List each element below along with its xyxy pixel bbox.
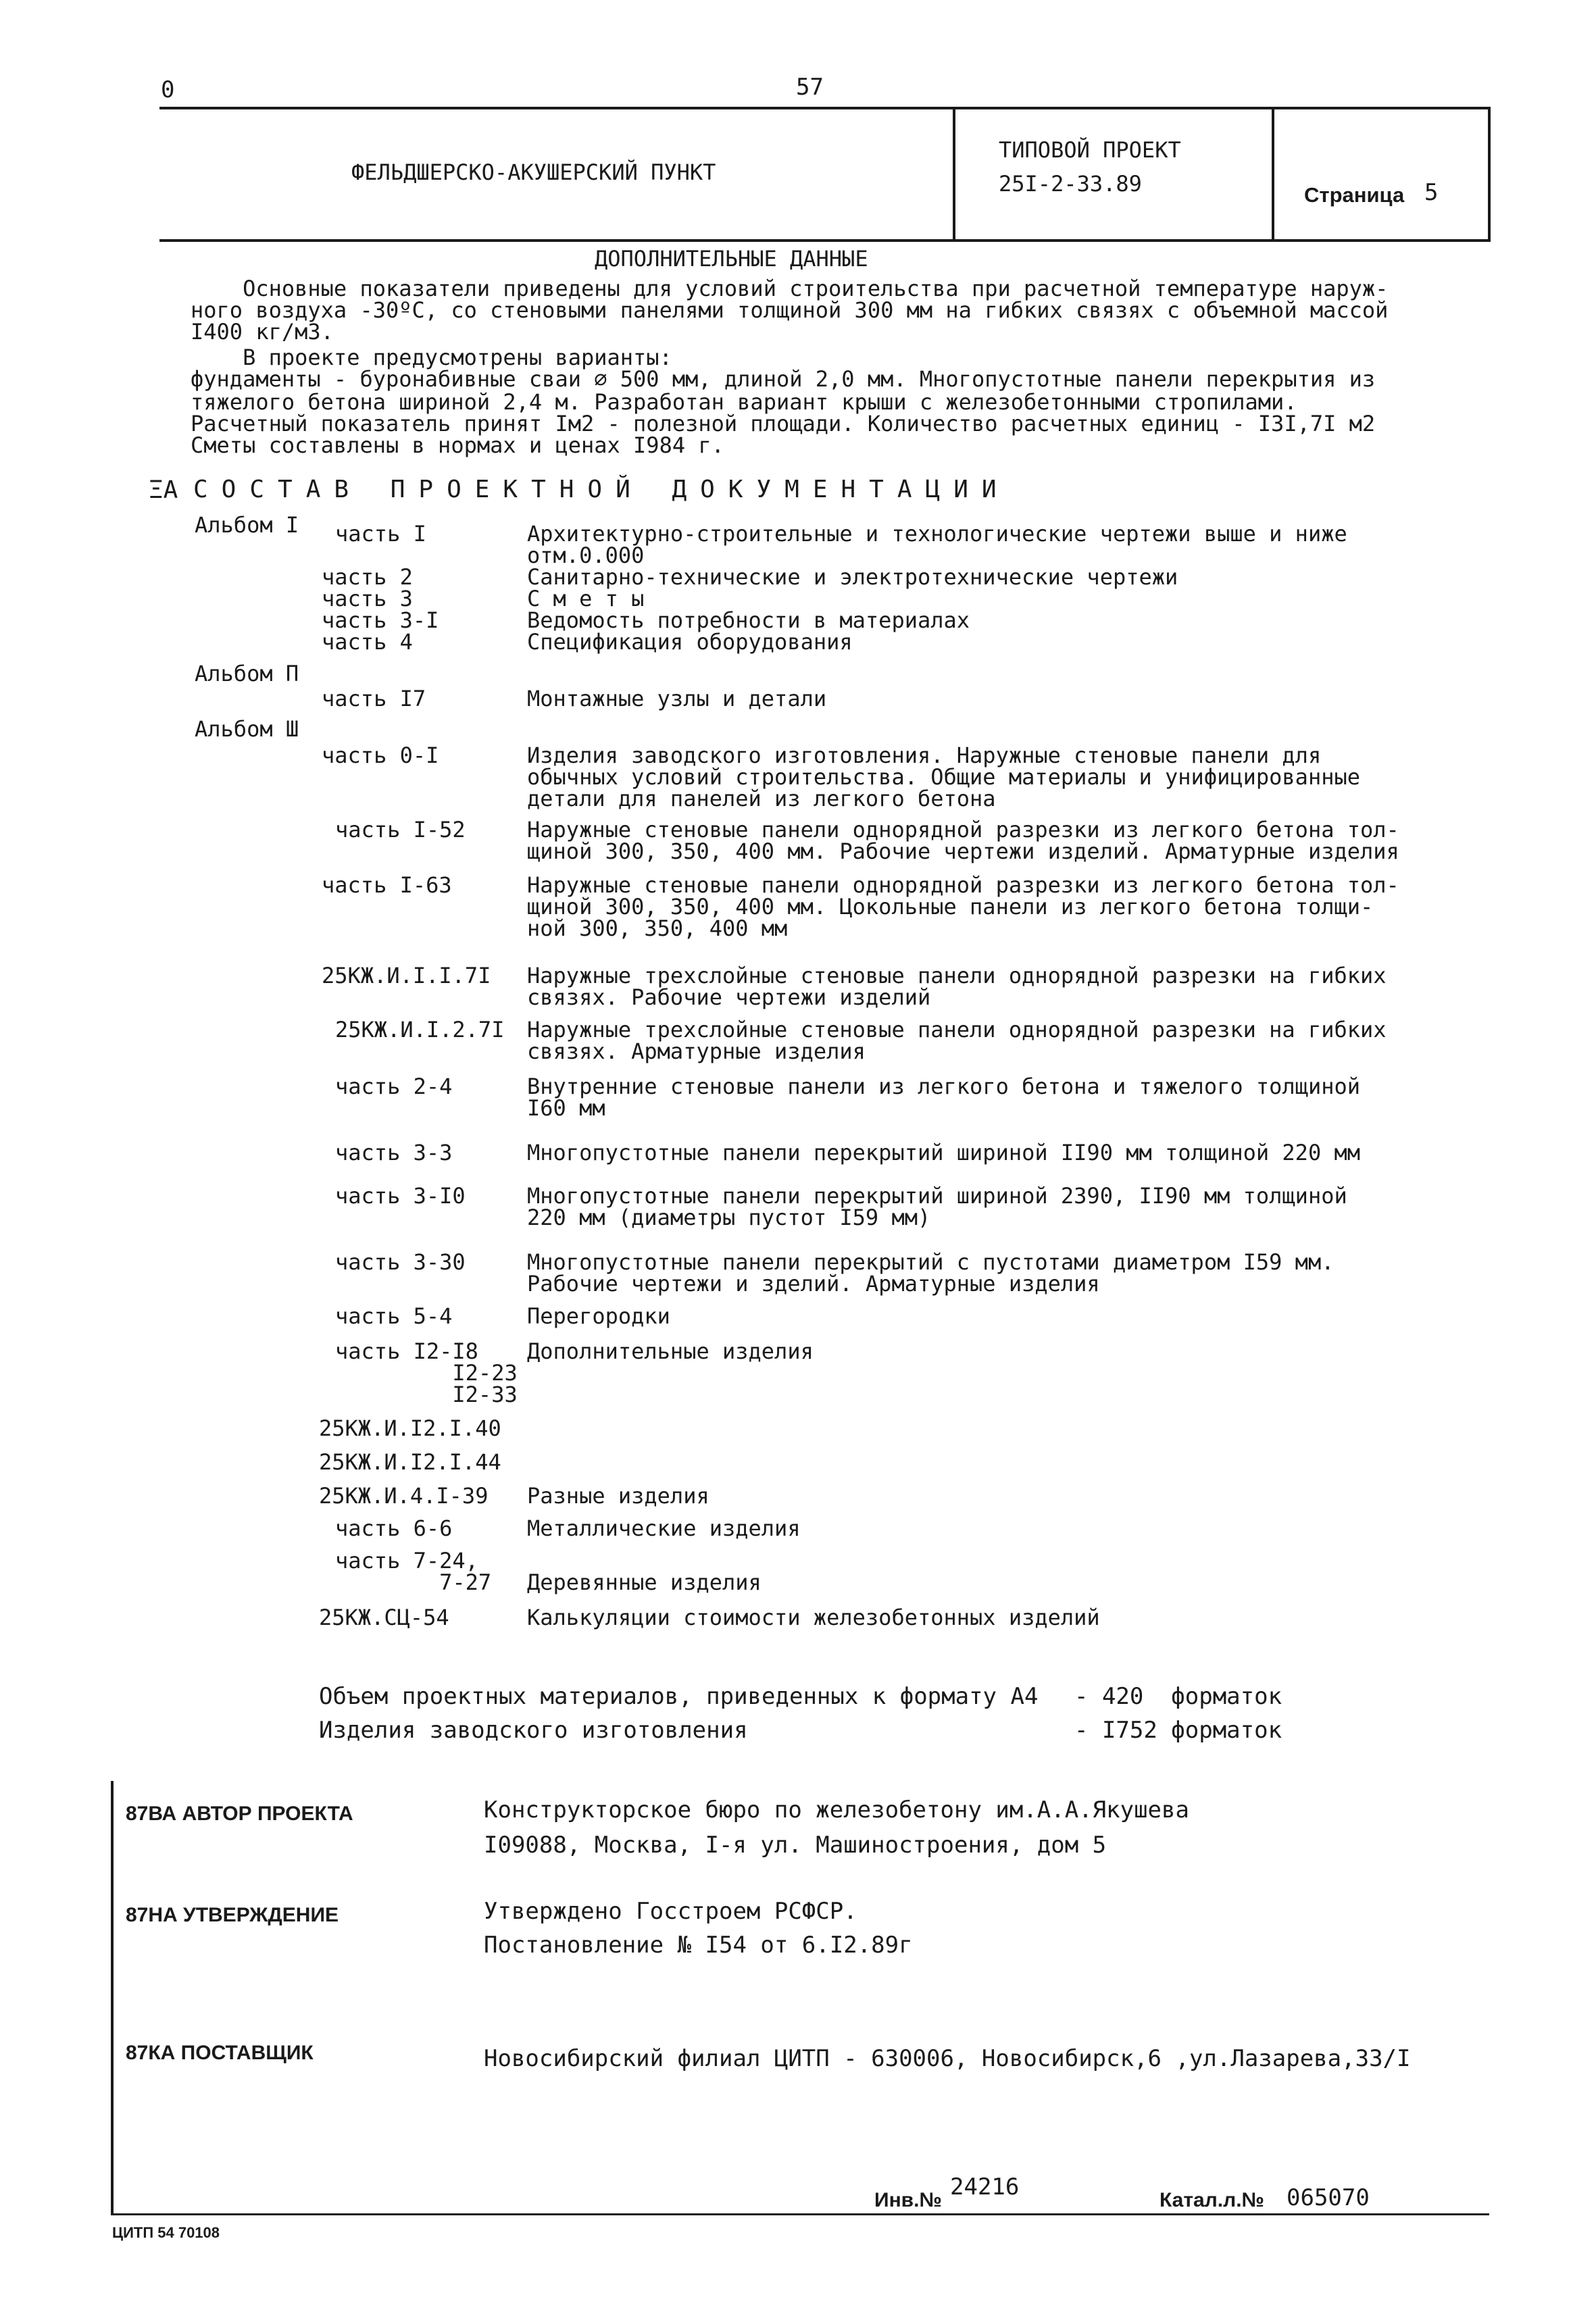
header-divider-2 [1272,107,1274,242]
part-description: Наружные стеновые панели однорядной разрезки из легкого бетона тол- щиной 300, 350, 400 мм. Рабочие чертежи изделий. Арматурные изделия [527,817,1399,864]
part-description: Внутренние стеновые панели из легкого бетона и тяжелого толщиной I60 мм [527,1074,1360,1121]
part-code: часть I-52 [335,817,466,842]
approval-code: 87НА УТВЕРЖДЕНИЕ [126,1904,339,1926]
part-code: 25КЖ.И.4.I-39 [319,1483,489,1509]
header-divider-1 [953,107,955,242]
part-code: 25КЖ.И.I.2.7I [335,1017,505,1042]
additional-line: Расчетный показатель принят Iм2 - полезной площади. Количество расчетных единиц - I3I,7I м2 [191,411,1376,436]
part-code: часть 2 [322,564,413,590]
inventory-label: Инв.№ [874,2189,942,2211]
page-value: 5 [1424,179,1439,206]
part-code: часть 3-30 [335,1249,466,1275]
composition-heading: СОСТАВ ПРОЕКТНОЙ ДОКУМЕНТАЦИИ [193,476,1010,503]
author-line-1: Конструкторское бюро по железобетону им.А.А.Якушева [484,1796,1189,1823]
additional-line: В проекте предусмотрены варианты: [191,345,672,370]
part-description: Санитарно-технические и электротехнические чертежи [527,564,1178,590]
part-description: Монтажные узлы и детали [527,686,827,711]
volume-value-1: - 420 форматок [1074,1683,1282,1710]
additional-line: I400 кг/м3. [191,319,334,345]
part-code: часть 5-4 [335,1303,453,1329]
part-description: Многопустотные панели перекрытий с пустотами диаметром I59 мм. Рабочие чертежи и зделий. Арматурные изделия [527,1249,1335,1297]
print-code: ЦИТП 54 70108 [112,2224,220,2241]
part-description: Наружные трехслойные стеновые панели однорядной разрезки на гибких связях. Рабочие чертежи изделий [527,963,1387,1010]
author-line-2: I09088, Москва, I-я ул. Машиностроения, дом 5 [484,1832,1107,1859]
part-code: часть I [335,521,426,547]
volume-label-2: Изделия заводского изготовления [319,1717,748,1744]
additional-line: Основные показатели приведены для условий строительства при расчетной температуре наруж- [191,276,1389,301]
part-code: 25КЖ.И.I2.I.40 [319,1415,501,1441]
album-1-label: Альбом I [195,512,299,538]
document-title: ФЕЛЬДШЕРСКО-АКУШЕРСКИЙ ПУНКТ [351,159,716,185]
part-code: 25КЖ.И.I2.I.44 [319,1449,501,1475]
part-code: часть I7 [322,686,426,711]
part-description: Многопустотные панели перекрытий шириной II90 мм толщиной 220 мм [527,1140,1360,1165]
author-code: 87ВА АВТОР ПРОЕКТА [126,1803,353,1825]
additional-heading: ДОПОЛНИТЕЛЬНЫЕ ДАННЫЕ [595,246,868,272]
part-code: часть 3 [322,586,413,611]
part-code: часть 3-I [322,607,439,633]
supplier-line: Новосибирский филиал ЦИТП - 630006, Новосибирск,6 ,ул.Лазарева,33/I [484,2045,1411,2072]
part-code: часть I-63 [322,872,452,898]
part-code: часть 0-I [322,743,439,768]
part-description: Архитектурно-строительные и технологические чертежи выше и ниже отм.0.000 [527,521,1347,568]
part-description: Перегородки [527,1303,670,1329]
album-2-label: Альбом П [195,661,299,686]
part-code: часть 7-24, 7-27 [335,1548,492,1595]
part-description: Дополнительные изделия [527,1338,814,1364]
inventory-value: 24216 [950,2173,1020,2200]
part-code: часть 6-6 [335,1515,453,1541]
part-description: Калькуляции стоимости железобетонных изделий [527,1605,1100,1630]
part-code: часть 4 [322,629,413,655]
approval-line-2: Постановление № I54 от 6.I2.89г [484,1932,913,1959]
album-3-label: Альбом Ш [195,716,299,742]
header-right-border [1488,107,1491,242]
additional-line: Сметы составлены в нормах и ценах I984 г. [191,432,724,458]
part-description: Деревянные изделия [527,1569,762,1595]
part-description: Наружные трехслойные стеновые панели однорядной разрезки на гибких связях. Арматурные изделия [527,1017,1387,1064]
additional-line: ного воздуха -30ºС, со стеновыми панелями толщиной 300 мм на гибких связях с объемной массой [191,297,1389,323]
header-bottom-rule [159,239,1491,242]
catalog-value: 065070 [1287,2184,1370,2211]
header-top-rule [159,107,1491,109]
page-number: 57 [796,74,824,101]
part-description: Многопустотные панели перекрытий шириной 2390, II90 мм толщиной 220 мм (диаметры пустот I59 мм) [527,1183,1347,1230]
part-description: Наружные стеновые панели однорядной разрезки из легкого бетона тол- щиной 300, 350, 400 мм. Цокольные панели из легкого бетона толщи- ной 300, 350, 400 мм [527,872,1399,941]
project-label: ТИПОВОЙ ПРОЕКТ [999,137,1181,163]
footer-left-rule [111,1781,114,2213]
part-code: часть 3-3 [335,1140,453,1165]
part-code: часть 3-I0 [335,1183,466,1209]
part-description: Спецификация оборудования [527,629,853,655]
part-description: Изделия заводского изготовления. Наружные стеновые панели для обычных условий строительства. Общие материалы и унифицированные детали для панелей из легкого бетона [527,743,1360,811]
additional-line: тяжелого бетона шириной 2,4 м. Разработан вариант крыши с железобетонными стропилами. [191,389,1297,415]
volume-value-2: - I752 форматок [1074,1717,1282,1744]
part-description: Ведомость потребности в материалах [527,607,970,633]
approval-line-1: Утверждено Госстроем РСФСР. [484,1898,857,1925]
additional-line: фундаменты - буронабивные сваи ∅ 500 мм, длиной 2,0 мм. Многопустотные панели перекрытия из [191,366,1376,392]
page-label: Страница [1304,183,1405,207]
footer-bottom-rule [111,2213,1489,2215]
part-code: часть I2-I8 I2-23 I2-33 [335,1338,518,1407]
part-description: С м е т ы [527,586,645,611]
part-description: Металлические изделия [527,1515,801,1541]
part-code: 25КЖ.И.I.I.7I [322,963,491,988]
project-code: 25I-2-33.89 [999,171,1142,197]
composition-marker: ΞА [149,476,178,504]
volume-label-1: Объем проектных материалов, приведенных к формату А4 [319,1683,1039,1710]
part-code: 25КЖ.СЦ-54 [319,1605,449,1630]
part-description: Разные изделия [527,1483,709,1509]
supplier-code: 87КА ПОСТАВЩИК [126,2042,314,2064]
corner-mark: 0 [161,76,175,103]
catalog-label: Катал.л.№ [1159,2189,1264,2211]
part-code: часть 2-4 [335,1074,453,1099]
